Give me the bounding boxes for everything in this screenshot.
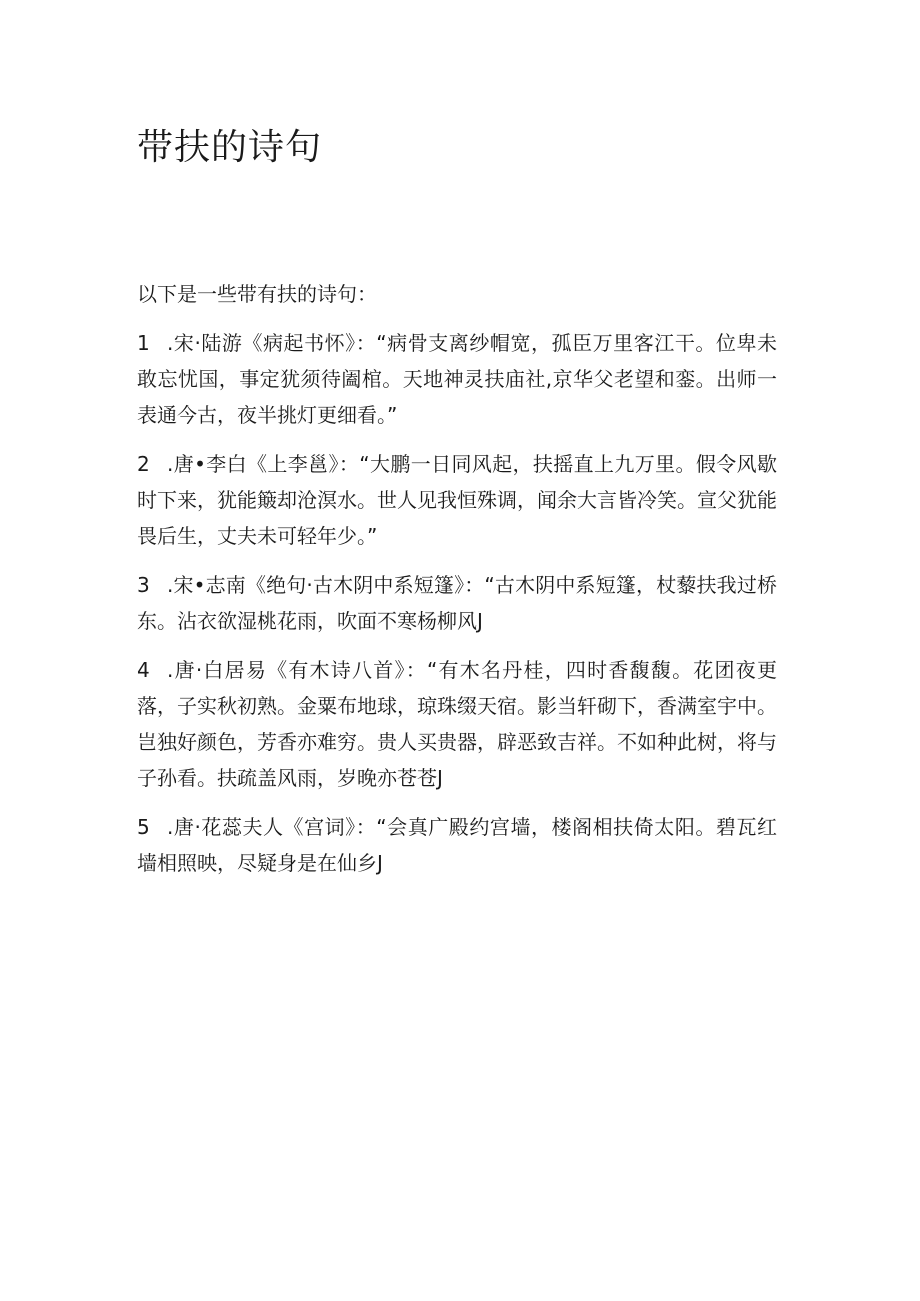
page-title: 带扶的诗句 bbox=[137, 127, 323, 168]
poem-item bbox=[137, 652, 777, 796]
poem-number: 5 bbox=[137, 815, 150, 839]
poem-number: 3 bbox=[137, 573, 150, 597]
document-body bbox=[137, 276, 777, 894]
poem-number: 2 bbox=[137, 452, 150, 476]
poem-number: 1 bbox=[137, 331, 150, 355]
poem-item bbox=[137, 809, 777, 881]
poem-item bbox=[137, 567, 777, 639]
poem-text: .唐·花蕊夫人《宫词》：“会真广殿约宫墙，楼阁相扶倚太阳。碧瓦红墙相照映，尽疑身是在仙乡J bbox=[137, 815, 777, 875]
poem-item bbox=[137, 325, 777, 433]
poem-text: .宋·陆游《病起书怀》：“病骨支离纱帽宽，孤臣万里客江干。位卑未敢忘忧国，事定犹须待阖棺。天地神灵扶庙社,京华父老望和銮。出师一表通今古，夜半挑灯更细看。” bbox=[137, 331, 777, 427]
poem-text: .宋•志南《绝句·古木阴中系短篷》：“古木阴中系短篷，杖藜扶我过桥东。沾衣欲湿桃花雨，吹面不寒杨柳风J bbox=[137, 573, 777, 633]
poem-text: .唐•李白《上李邕》：“大鹏一日同风起，扶摇直上九万里。假令风歇时下来，犹能簸却沧溟水。世人见我恒殊调，闻余大言皆冷笑。宣父犹能畏后生，丈夫未可轻年少。” bbox=[137, 452, 777, 548]
intro-text: 以下是一些带有扶的诗句： bbox=[137, 282, 377, 306]
poem-number: 4 bbox=[137, 658, 150, 682]
poem-text: .唐·白居易《有木诗八首》：“有木名丹桂，四时香馥馥。花团夜更落，子实秋初熟。金粟布地球，琼珠缀天宿。影当轩砌下，香满室宇中。岂独好颜色，芳香亦难穷。贵人买贵器，辟恶致吉祥。不如种此树，将与子孙看。扶疏盖风雨，岁晚亦苍苍J bbox=[137, 658, 777, 790]
poem-item bbox=[137, 446, 777, 554]
